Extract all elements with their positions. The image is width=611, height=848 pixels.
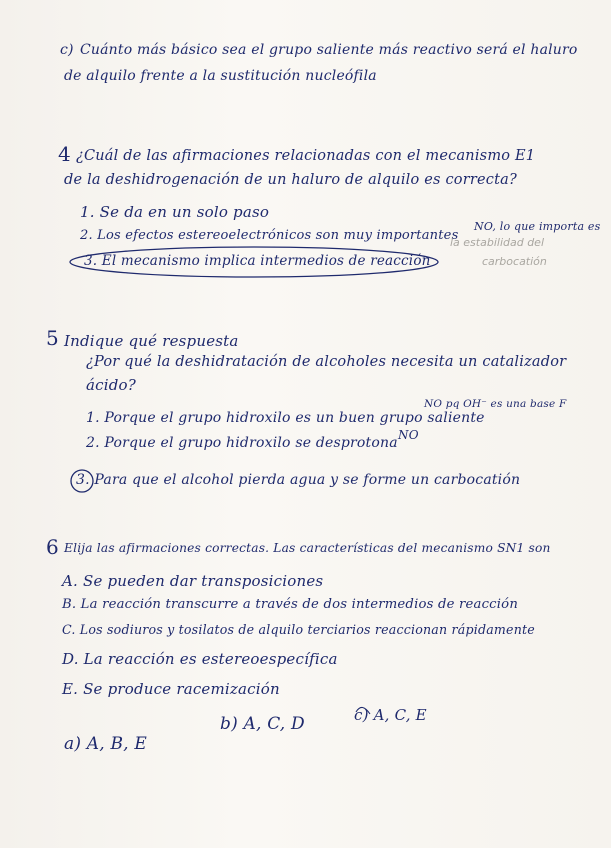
- q-c-line2: de alquilo frente a la sustitución nucleófila: [64, 68, 377, 84]
- q5-line2: ¿Por qué la deshidratación de alcoholes necesita un catalizador: [86, 354, 567, 370]
- q6-number: 6: [46, 535, 59, 559]
- q4-line1: ¿Cuál de las afirmaciones relacionadas con el mecanismo E1: [76, 148, 536, 164]
- q6-line1: Elija las afirmaciones correctas. Las características del mecanismo SN1 son: [64, 541, 551, 555]
- q6-option-d: D. La reacción es estereoespecífica: [62, 650, 338, 668]
- q5-note-2: NO: [398, 428, 419, 442]
- q6-answer-c: c) A, C, E: [354, 706, 427, 724]
- q6-option-a: A. Se pueden dar transposiciones: [62, 572, 324, 590]
- q5-option-2: 2. Porque el grupo hidroxilo se desprotona: [86, 435, 398, 451]
- q-c-line1: Cuánto más básico sea el grupo saliente más reactivo será el haluro: [80, 42, 578, 58]
- q5-option-1: 1. Porque el grupo hidroxilo es un buen grupo saliente: [86, 410, 485, 426]
- q5-option-3: 3. Para que el alcohol pierda agua y se forme un carbocatión: [76, 472, 521, 488]
- q4-option-2: 2. Los efectos estereoelectrónicos son muy importantes: [80, 228, 459, 243]
- q4-note-line3: carbocatión: [482, 255, 547, 268]
- q4-note-inline: NO, lo que importa es: [474, 220, 601, 233]
- q-c-label: c): [60, 42, 74, 58]
- q6-answer-b: b) A, C, D: [220, 714, 305, 734]
- q4-line2: de la deshidrogenación de un haluro de alquilo es correcta?: [64, 172, 517, 188]
- q4-option-1: 1. Se da en un solo paso: [80, 203, 270, 221]
- q5-line1: Indique qué respuesta: [64, 332, 239, 350]
- q5-note-1: NO pq OH⁻ es una base F: [424, 398, 567, 410]
- q5-number: 5: [46, 326, 59, 350]
- q4-option-3: 3. El mecanismo implica intermedios de reacción: [84, 253, 431, 269]
- q6-option-c: C. Los sodiuros y tosilatos de alquilo terciarios reaccionan rápidamente: [62, 622, 535, 637]
- q5-line3: ácido?: [86, 376, 137, 394]
- q6-option-b: B. La reacción transcurre a través de dos intermedios de reacción: [62, 597, 519, 612]
- q4-number: 4: [58, 142, 71, 166]
- q6-option-e: E. Se produce racemización: [62, 680, 280, 698]
- q6-answer-a: a) A, B, E: [64, 734, 147, 754]
- q4-note-line2: la estabilidad del: [450, 236, 545, 249]
